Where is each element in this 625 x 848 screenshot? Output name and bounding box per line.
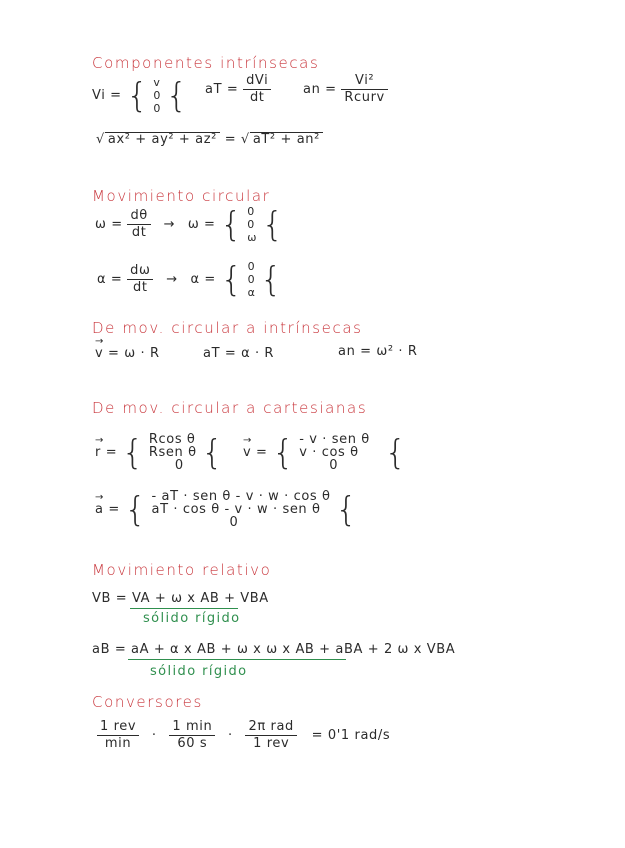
omega-lhs: ω = [95,217,123,232]
omega-comp-x: 0 [247,205,255,218]
at-equation [205,74,271,105]
r-comp-z: 0 [174,458,184,473]
modulus-lhs: ax² + ay² + az² [105,132,220,147]
alpha-comp-z: α [247,286,256,299]
v-comp-y: v · cos θ [299,445,359,460]
alpha-comp-x: 0 [247,260,256,273]
v-vector: → v [95,347,103,361]
vi-comp-x: v [153,76,161,89]
brace-open: { [272,432,295,473]
v-omega-r-rhs: = ω · R [108,346,160,361]
at-fraction [243,74,271,105]
brace-open: { [220,259,243,300]
at-lhs: aT = [205,82,239,97]
a-equals: = [108,502,120,517]
r-components [149,433,197,472]
at-alpha-r-equation: aT = α · R [203,346,275,361]
alpha-comp-y: 0 [247,273,256,286]
modulus-equation [96,132,323,147]
v-components [299,433,370,472]
a-comp-y: aT · cos θ - v · w · sen θ [151,502,321,517]
vi-components [153,76,161,115]
vi-comp-y: 0 [153,89,161,102]
omega-fraction [127,209,150,240]
v-cartesian-equation [243,433,407,472]
an-numerator: Vi² [341,74,387,90]
solido-rigido-note-1: sólido rígido [143,611,241,626]
solido-rigido-note-2: sólido rígido [150,664,248,679]
r-vector: → r [95,446,101,460]
multiply-dot: · [151,728,157,743]
v-vector: → v [243,446,251,460]
rev-numerator: 1 rev [97,720,139,736]
ab-equation: aB = aA + α x AB + ω x ω x AB + aBA + 2 ω x VBA [92,642,456,657]
omega-numerator: dθ [127,209,150,225]
arrow-icon: → [166,272,178,287]
min-denominator: min [104,736,132,751]
vb-equation: VB = VA + ω x AB + VBA [92,591,269,606]
heading-movimiento-relativo: Movimiento relativo [92,561,272,579]
solid-underline [128,659,346,660]
solid-underline [130,608,238,609]
brace-close: { [165,75,188,116]
r-comp-y: Rsen θ [148,445,197,460]
rad-numerator: 2π rad [245,720,296,736]
omega-lhs-vector: ω = [187,217,216,232]
fraction-min-s [169,720,215,751]
brace-open: { [124,489,147,530]
modulus-equals: = [224,132,237,147]
alpha-equation [97,260,282,299]
heading-circular-a-intrinsecas: De mov. circular a intrínsecas [92,319,363,337]
an-denominator: Rcurv [344,90,385,105]
r-cartesian-equation [95,433,224,472]
multiply-dot: · [228,728,233,743]
sqrt-icon: √ [240,132,250,147]
at-denominator: dt [249,90,265,105]
heading-componentes-intrinsecas: Componentes intrínsecas [92,54,320,72]
brace-open: { [220,204,243,245]
omega-equation [95,205,284,244]
a-vector: → a [95,503,104,517]
v-comp-x: - v · sen θ [299,432,370,447]
an-equation [303,74,388,105]
brace-close: { [260,259,283,300]
alpha-numerator: dω [127,264,153,280]
an-omega-r-equation: an = ω² · R [338,344,418,359]
a-components [152,490,331,529]
arrow-icon: → [163,217,176,232]
r-equals: = [105,445,118,460]
a-comp-x: - aT · sen θ - v · w · cos θ [151,489,331,504]
v-omega-r-equation [95,347,160,361]
a-cartesian-equation [95,490,358,529]
conversion-equation [97,720,390,751]
heading-movimiento-circular: Movimiento circular [92,187,271,205]
conversion-result: = 0'1 rad/s [311,728,391,743]
at-numerator: dVi [243,74,271,90]
heading-circular-a-cartesianas: De mov. circular a cartesianas [92,399,368,417]
rev-denominator: 1 rev [253,736,290,751]
a-comp-z: 0 [229,515,239,530]
brace-close: { [201,432,224,473]
modulus-rhs: aT² + an² [250,132,323,147]
brace-open: { [126,75,149,116]
alpha-lhs: α = [97,272,123,287]
vi-lhs: Vi = [92,88,122,103]
omega-comp-y: 0 [247,218,255,231]
brace-close: { [335,489,358,530]
min-numerator: 1 min [169,720,215,736]
omega-components [247,205,257,244]
vi-equation [92,76,188,115]
omega-denominator: dt [131,225,147,240]
heading-conversores: Conversores [92,693,203,711]
brace-open: { [121,432,145,473]
omega-comp-z: ω [247,231,258,244]
r-comp-x: Rcos θ [148,432,196,447]
sqrt-icon: √ [96,132,105,147]
s-denominator: 60 s [177,736,208,751]
fraction-rev-min [97,720,139,751]
vi-comp-z: 0 [153,102,161,115]
v-equals: = [256,445,268,460]
brace-close: { [384,432,407,473]
alpha-lhs-vector: α = [190,272,216,287]
fraction-rad-rev [245,720,296,751]
brace-close: { [261,204,285,245]
alpha-components [248,260,256,299]
v-comp-z: 0 [329,458,339,473]
an-lhs: an = [303,82,337,97]
an-fraction [341,74,387,105]
alpha-denominator: dt [133,280,148,295]
alpha-fraction [127,264,153,295]
